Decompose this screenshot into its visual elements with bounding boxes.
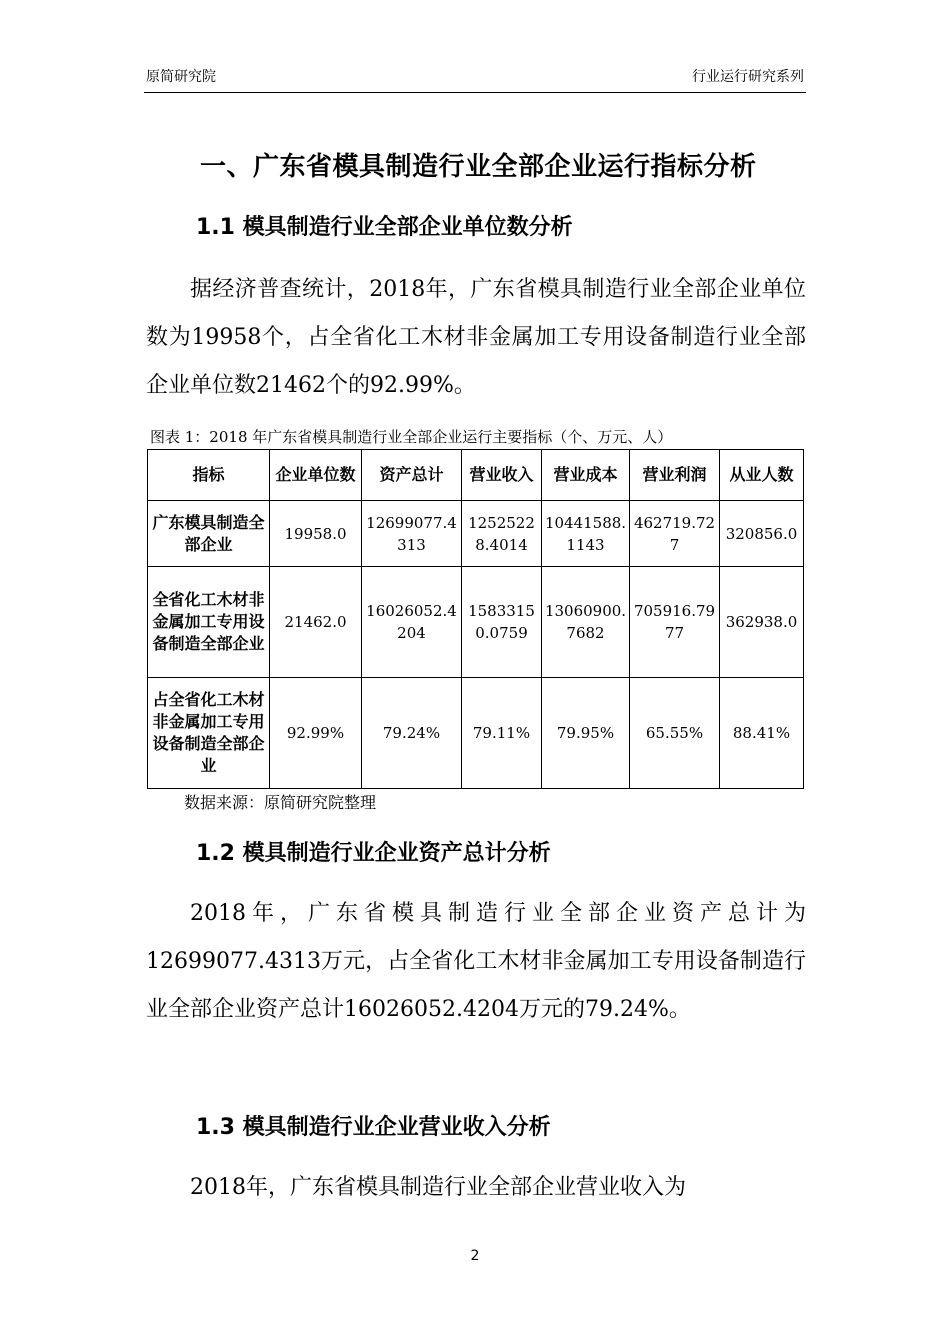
section-paragraph-1-2: 2018年，广东省模具制造行业全部企业资产总计为12699077.4313万元，占全省化工木材非金属加工专用设备制造行业全部企业资产总计16026052.4204万元的79.24%。	[146, 901, 806, 1022]
table-cell: 362938.0	[720, 567, 804, 678]
table-header-cell: 资产总计	[362, 450, 462, 501]
table-cell: 79.24%	[362, 678, 462, 789]
table-header-row	[148, 450, 804, 501]
table-row	[148, 501, 804, 567]
table-cell: 462719.727	[630, 501, 720, 567]
table-cell: 16026052.4204	[362, 567, 462, 678]
section-heading-1-2: 1.2 模具制造行业企业资产总计分析	[196, 841, 551, 866]
table-header-cell: 企业单位数	[270, 450, 362, 501]
table-row-label: 占全省化工木材非金属加工专用设备制造全部企业	[148, 678, 270, 789]
table-cell: 10441588.1143	[542, 501, 630, 567]
page-number: 2	[470, 1248, 480, 1264]
table-header-cell: 营业成本	[542, 450, 630, 501]
table-cell: 12699077.4313	[362, 501, 462, 567]
section-paragraph-1-3: 2018年，广东省模具制造行业全部企业营业收入为	[190, 1175, 686, 1200]
table-cell: 12525228.4014	[462, 501, 542, 567]
table-cell: 79.11%	[462, 678, 542, 789]
header-divider	[144, 92, 806, 93]
table-header-cell: 营业利润	[630, 450, 720, 501]
section-paragraph-1-1: 据经济普查统计，2018年，广东省模具制造行业全部企业单位数为19958个，占全省化工木材非金属加工专用设备制造行业全部企业单位数21462个的92.99%。	[146, 277, 806, 398]
table-cell: 92.99%	[270, 678, 362, 789]
table-cell: 79.95%	[542, 678, 630, 789]
table-cell: 320856.0	[720, 501, 804, 567]
table-row	[148, 678, 804, 789]
table-cell: 705916.7977	[630, 567, 720, 678]
table-header-cell: 指标	[148, 450, 270, 501]
table-cell: 88.41%	[720, 678, 804, 789]
table-caption: 图表 1：2018 年广东省模具制造行业全部企业运行主要指标（个、万元、人）	[150, 428, 673, 446]
section-heading-1-1: 1.1 模具制造行业全部企业单位数分析	[196, 215, 573, 240]
indicator-table	[147, 449, 804, 789]
table-header-cell: 从业人数	[720, 450, 804, 501]
table-row-label: 全省化工木材非金属加工专用设备制造全部企业	[148, 567, 270, 678]
header-left: 原简研究院	[146, 69, 216, 85]
table-row-label: 广东模具制造全部企业	[148, 501, 270, 567]
table-row	[148, 567, 804, 678]
table-cell: 21462.0	[270, 567, 362, 678]
table-cell: 13060900.7682	[542, 567, 630, 678]
header-right: 行业运行研究系列	[692, 69, 804, 85]
table-header-cell: 营业收入	[462, 450, 542, 501]
table-cell: 65.55%	[630, 678, 720, 789]
page-title: 一、广东省模具制造行业全部企业运行指标分析	[200, 152, 757, 182]
table-cell: 15833150.0759	[462, 567, 542, 678]
table-source: 数据来源：原简研究院整理	[184, 793, 377, 812]
section-heading-1-3: 1.3 模具制造行业企业营业收入分析	[196, 1115, 551, 1140]
table-cell: 19958.0	[270, 501, 362, 567]
